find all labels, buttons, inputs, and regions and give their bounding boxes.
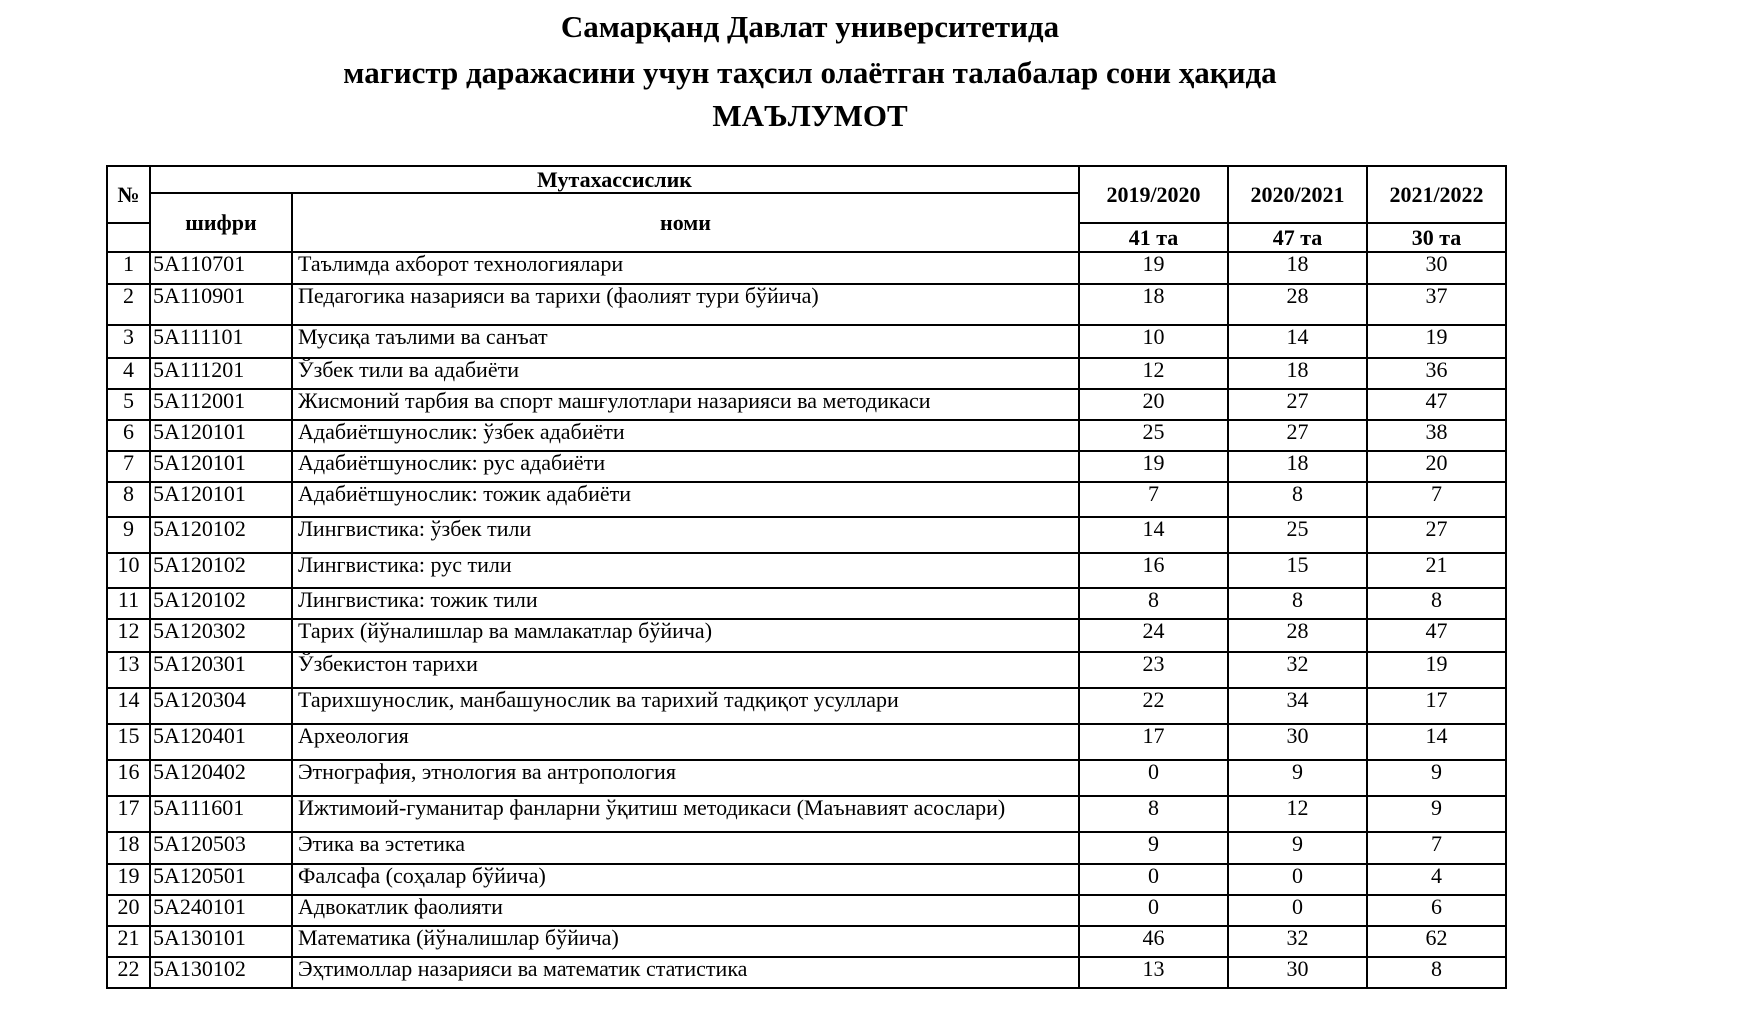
table-row: [107, 588, 1506, 619]
row-number: 22: [107, 957, 150, 988]
header-total-2: 47 та: [1228, 223, 1367, 252]
table-row: [107, 926, 1506, 957]
value-2021-2022: 27: [1367, 517, 1506, 553]
table-row: [107, 796, 1506, 832]
specialty-code: 5A120402: [150, 760, 292, 796]
specialty-code: 5A110901: [150, 284, 292, 325]
row-number: 17: [107, 796, 150, 832]
value-2019-2020: 22: [1079, 688, 1228, 724]
row-number: 13: [107, 652, 150, 688]
value-2020-2021: 30: [1228, 724, 1367, 760]
row-number: 10: [107, 553, 150, 588]
specialty-name: Этнография, этнология ва антропология: [292, 760, 1079, 796]
value-2020-2021: 27: [1228, 420, 1367, 451]
value-2020-2021: 0: [1228, 895, 1367, 926]
table-row: [107, 517, 1506, 553]
specialty-code: 5A120304: [150, 688, 292, 724]
value-2020-2021: 0: [1228, 864, 1367, 895]
specialty-code: 5A120301: [150, 652, 292, 688]
value-2021-2022: 14: [1367, 724, 1506, 760]
specialty-name: Адабиётшунослик: ўзбек адабиёти: [292, 420, 1079, 451]
row-number: 20: [107, 895, 150, 926]
row-number: 3: [107, 325, 150, 358]
value-2020-2021: 15: [1228, 553, 1367, 588]
specialty-name: Таълимда ахборот технологиялари: [292, 252, 1079, 284]
students-table: [106, 165, 1507, 989]
value-2019-2020: 16: [1079, 553, 1228, 588]
page-title-line-3: МАЪЛУМОТ: [712, 98, 908, 133]
table-row: [107, 451, 1506, 482]
header-year-1: 2019/2020: [1079, 166, 1228, 223]
table-row: [107, 252, 1506, 284]
value-2019-2020: 23: [1079, 652, 1228, 688]
row-number: 12: [107, 619, 150, 652]
row-number: 19: [107, 864, 150, 895]
value-2019-2020: 24: [1079, 619, 1228, 652]
value-2021-2022: 30: [1367, 252, 1506, 284]
value-2021-2022: 19: [1367, 325, 1506, 358]
table-row: [107, 358, 1506, 389]
table-row: [107, 832, 1506, 864]
specialty-name: Ўзбек тили ва адабиёти: [292, 358, 1079, 389]
specialty-code: 5A120102: [150, 553, 292, 588]
specialty-code: 5A120302: [150, 619, 292, 652]
specialty-name: Ўзбекистон тарихи: [292, 652, 1079, 688]
specialty-code: 5A130101: [150, 926, 292, 957]
value-2020-2021: 12: [1228, 796, 1367, 832]
row-number: 7: [107, 451, 150, 482]
row-number: 1: [107, 252, 150, 284]
value-2021-2022: 19: [1367, 652, 1506, 688]
value-2020-2021: 34: [1228, 688, 1367, 724]
value-2019-2020: 14: [1079, 517, 1228, 553]
row-number: 18: [107, 832, 150, 864]
header-specialty: Мутахассислик: [150, 166, 1079, 193]
specialty-code: 5A120501: [150, 864, 292, 895]
value-2019-2020: 20: [1079, 389, 1228, 420]
value-2021-2022: 6: [1367, 895, 1506, 926]
specialty-name: Эҳтимоллар назарияси ва математик статистика: [292, 957, 1079, 988]
value-2019-2020: 19: [1079, 252, 1228, 284]
value-2021-2022: 47: [1367, 619, 1506, 652]
value-2021-2022: 62: [1367, 926, 1506, 957]
value-2021-2022: 8: [1367, 957, 1506, 988]
value-2020-2021: 28: [1228, 284, 1367, 325]
table-body: [107, 252, 1506, 988]
table-row: [107, 482, 1506, 517]
header-year-2: 2020/2021: [1228, 166, 1367, 223]
value-2020-2021: 32: [1228, 652, 1367, 688]
header-code: шифри: [150, 193, 292, 252]
specialty-code: 5A120102: [150, 588, 292, 619]
row-number: 6: [107, 420, 150, 451]
row-number: 14: [107, 688, 150, 724]
specialty-name: Лингвистика: ўзбек тили: [292, 517, 1079, 553]
specialty-code: 5A120102: [150, 517, 292, 553]
header-name: номи: [292, 193, 1079, 252]
value-2019-2020: 0: [1079, 864, 1228, 895]
value-2021-2022: 20: [1367, 451, 1506, 482]
specialty-name: Мусиқа таълими ва санъат: [292, 325, 1079, 358]
row-number: 2: [107, 284, 150, 325]
table-row: [107, 688, 1506, 724]
table-row: [107, 724, 1506, 760]
value-2019-2020: 17: [1079, 724, 1228, 760]
value-2021-2022: 21: [1367, 553, 1506, 588]
specialty-code: 5A111201: [150, 358, 292, 389]
table-row: [107, 652, 1506, 688]
row-number: 16: [107, 760, 150, 796]
row-number: 15: [107, 724, 150, 760]
specialty-name: Лингвистика: тожик тили: [292, 588, 1079, 619]
page-title-line-1: Самарқанд Давлат университетида: [560, 9, 1060, 44]
specialty-code: 5A120101: [150, 451, 292, 482]
value-2019-2020: 8: [1079, 796, 1228, 832]
table-row: [107, 420, 1506, 451]
value-2021-2022: 8: [1367, 588, 1506, 619]
specialty-name: Математика (йўналишлар бўйича): [292, 926, 1079, 957]
value-2021-2022: 9: [1367, 760, 1506, 796]
value-2019-2020: 9: [1079, 832, 1228, 864]
value-2020-2021: 27: [1228, 389, 1367, 420]
value-2019-2020: 46: [1079, 926, 1228, 957]
value-2019-2020: 25: [1079, 420, 1228, 451]
value-2019-2020: 10: [1079, 325, 1228, 358]
value-2021-2022: 4: [1367, 864, 1506, 895]
specialty-name: Тарихшунослик, манбашунослик ва тарихий тадқиқот усуллари: [292, 688, 1079, 724]
value-2021-2022: 9: [1367, 796, 1506, 832]
value-2021-2022: 37: [1367, 284, 1506, 325]
value-2020-2021: 30: [1228, 957, 1367, 988]
table-row: [107, 864, 1506, 895]
specialty-name: Этика ва эстетика: [292, 832, 1079, 864]
table-row: [107, 957, 1506, 988]
specialty-name: Тарих (йўналишлар ва мамлакатлар бўйича): [292, 619, 1079, 652]
specialty-name: Педагогика назарияси ва тарихи (фаолият тури бўйича): [292, 284, 1079, 325]
value-2021-2022: 7: [1367, 482, 1506, 517]
value-2020-2021: 18: [1228, 451, 1367, 482]
value-2020-2021: 8: [1228, 482, 1367, 517]
value-2019-2020: 0: [1079, 760, 1228, 796]
row-number: 9: [107, 517, 150, 553]
specialty-code: 5A112001: [150, 389, 292, 420]
table-row: [107, 284, 1506, 325]
table-row: [107, 389, 1506, 420]
header-total-1: 41 та: [1079, 223, 1228, 252]
value-2020-2021: 18: [1228, 252, 1367, 284]
specialty-name: Ижтимоий-гуманитар фанларни ўқитиш методикаси (Маънавият асослари): [292, 796, 1079, 832]
value-2019-2020: 13: [1079, 957, 1228, 988]
value-2019-2020: 8: [1079, 588, 1228, 619]
value-2021-2022: 38: [1367, 420, 1506, 451]
value-2019-2020: 12: [1079, 358, 1228, 389]
value-2020-2021: 8: [1228, 588, 1367, 619]
row-number: 11: [107, 588, 150, 619]
specialty-name: Адабиётшунослик: рус адабиёти: [292, 451, 1079, 482]
row-number: 8: [107, 482, 150, 517]
specialty-name: Адвокатлик фаолияти: [292, 895, 1079, 926]
specialty-code: 5A120101: [150, 420, 292, 451]
value-2020-2021: 9: [1228, 832, 1367, 864]
value-2020-2021: 9: [1228, 760, 1367, 796]
value-2021-2022: 17: [1367, 688, 1506, 724]
value-2020-2021: 14: [1228, 325, 1367, 358]
table-row: [107, 760, 1506, 796]
value-2020-2021: 18: [1228, 358, 1367, 389]
specialty-name: Лингвистика: рус тили: [292, 553, 1079, 588]
value-2021-2022: 7: [1367, 832, 1506, 864]
table-row: [107, 553, 1506, 588]
header-number: №: [107, 166, 150, 223]
specialty-code: 5A240101: [150, 895, 292, 926]
value-2020-2021: 32: [1228, 926, 1367, 957]
specialty-name: Жисмоний тарбия ва спорт машғулотлари назарияси ва методикаси: [292, 389, 1079, 420]
value-2019-2020: 7: [1079, 482, 1228, 517]
table-row: [107, 325, 1506, 358]
specialty-code: 5A120401: [150, 724, 292, 760]
specialty-name: Археология: [292, 724, 1079, 760]
specialty-code: 5A110701: [150, 252, 292, 284]
page-title-line-2: магистр даражасини учун таҳсил олаётган талабалар сони ҳақида: [343, 55, 1277, 90]
specialty-code: 5A111101: [150, 325, 292, 358]
value-2020-2021: 28: [1228, 619, 1367, 652]
specialty-code: 5A130102: [150, 957, 292, 988]
specialty-code: 5A120503: [150, 832, 292, 864]
value-2021-2022: 47: [1367, 389, 1506, 420]
specialty-name: Фалсафа (соҳалар бўйича): [292, 864, 1079, 895]
table-row: [107, 895, 1506, 926]
table-row: [107, 619, 1506, 652]
row-number: 5: [107, 389, 150, 420]
row-number: 4: [107, 358, 150, 389]
specialty-name: Адабиётшунослик: тожик адабиёти: [292, 482, 1079, 517]
value-2019-2020: 0: [1079, 895, 1228, 926]
value-2020-2021: 25: [1228, 517, 1367, 553]
specialty-code: 5A120101: [150, 482, 292, 517]
value-2019-2020: 18: [1079, 284, 1228, 325]
header-year-3: 2021/2022: [1367, 166, 1506, 223]
value-2021-2022: 36: [1367, 358, 1506, 389]
specialty-code: 5A111601: [150, 796, 292, 832]
value-2019-2020: 19: [1079, 451, 1228, 482]
header-number-spacer: [107, 223, 150, 252]
row-number: 21: [107, 926, 150, 957]
header-total-3: 30 та: [1367, 223, 1506, 252]
